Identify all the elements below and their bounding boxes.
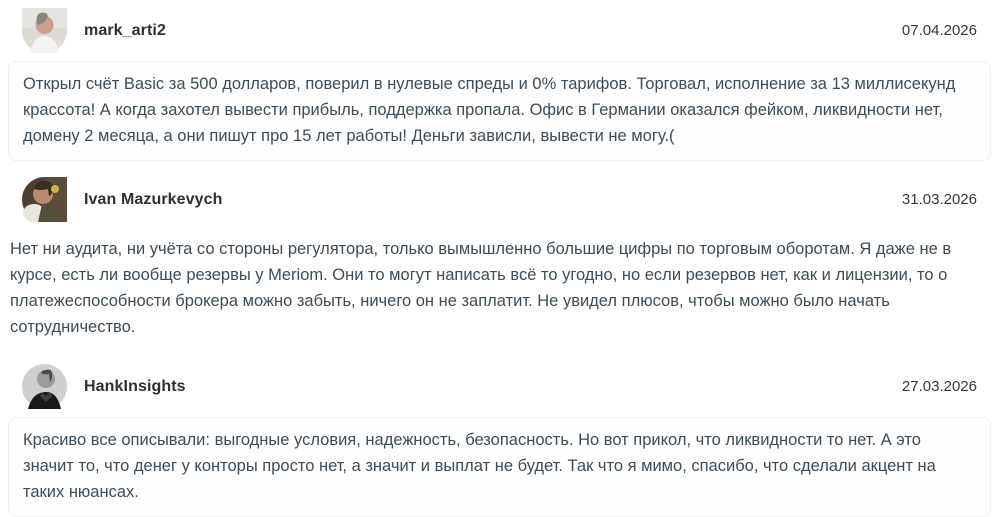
review-date: 31.03.2026 xyxy=(901,191,977,208)
review-header xyxy=(8,362,991,411)
review-username: mark_arti2 xyxy=(84,21,166,39)
user-photo-avatar xyxy=(22,364,67,409)
review-username: HankInsights xyxy=(84,377,186,395)
review-header xyxy=(8,175,991,224)
review-item xyxy=(8,6,991,161)
review-text: Красиво все описывали: выгодные условия, надежность, безопасность. Но вот прикол, что ликвидности то нет. А это значит то, что денег у конторы просто нет, а значит и выплат не будет. Так что я мимо, спасибо, что сделали акцент на таких нюансах. xyxy=(8,417,991,517)
user-photo-avatar xyxy=(22,8,67,53)
review-date: 27.03.2026 xyxy=(901,378,977,395)
review-item xyxy=(8,362,991,517)
user-photo-avatar xyxy=(22,177,67,222)
review-item xyxy=(8,175,991,348)
review-text: Нет ни аудита, ни учёта со стороны регулятора, только вымышленно большие цифры по торговым оборотам. Я даже не в курсе, есть ли вообще резервы у Meriom. Они то могут написать всё то угодно, но если резервов нет, как и лицензии, то о платежеспособности брокера можно забыть, ничего он не заплатит. Не увидел плюсов, чтобы можно было начать сотрудничество. xyxy=(10,240,952,336)
review-username: Ivan Mazurkevych xyxy=(84,190,223,208)
review-text: Открыл счёт Basic за 500 долларов, поверил в нулевые спреды и 0% тарифов. Торговал, исполнение за 13 миллисекунд крассота! А когда захотел вывести прибыль, поддержка пропала. Офис в Германии оказался фейком, ликвидности нет, домену 2 месяца, а они пишут про 15 лет работы! Деньги зависли, вывести не могу.( xyxy=(8,61,991,161)
review-date: 07.04.2026 xyxy=(901,22,977,39)
review-header xyxy=(8,6,991,55)
